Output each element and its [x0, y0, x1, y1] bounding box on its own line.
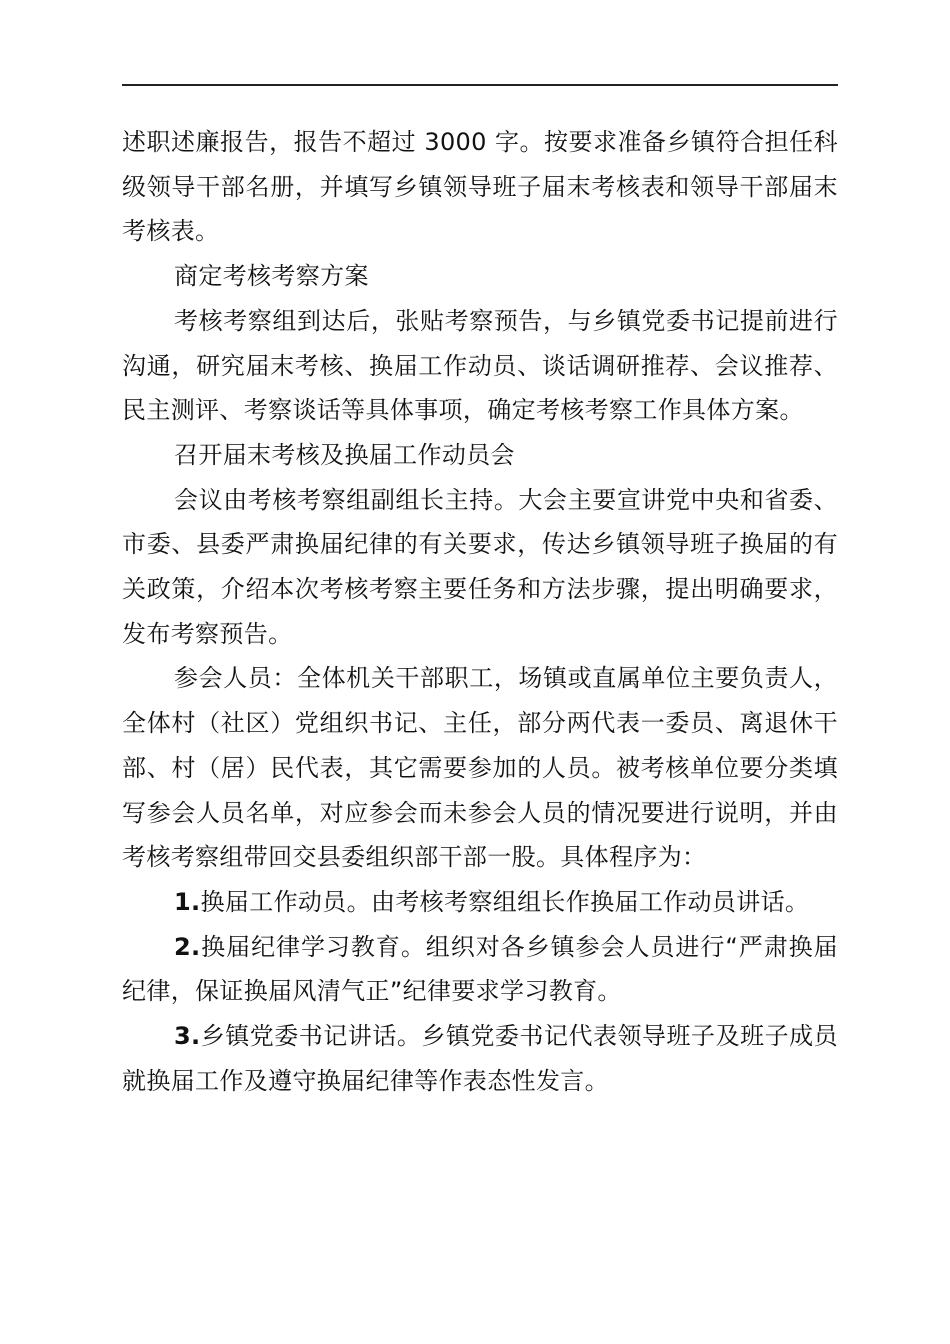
step-item-2 [122, 925, 838, 1014]
step-text: 换届纪律学习教育。组织对各乡镇参会人员进行“严肃换届纪律，保证换届风清气正”纪律要求学习教育。 [122, 932, 838, 1006]
step-item-3 [122, 1014, 838, 1103]
header-rule [122, 84, 838, 86]
step-item-1 [122, 880, 838, 925]
step-number: 1. [174, 887, 201, 916]
document-body [122, 120, 838, 1103]
paragraph-meeting-host: 会议由考核考察组副组长主持。大会主要宣讲党中央和省委、市委、县委严肃换届纪律的有关要求，传达乡镇领导班子换届的有关政策，介绍本次考核考察主要任务和方法步骤，提出明确要求，发布考察预告。 [122, 485, 838, 648]
heading-assessment-plan: 商定考核考察方案 [174, 262, 369, 291]
paragraph-assessment-plan: 考核考察组到达后，张贴考察预告，与乡镇党委书记提前进行沟通，研究届末考核、换届工作动员、谈话调研推荐、会议推荐、民主测评、考察谈话等具体事项，确定考核考察工作具体方案。 [122, 306, 838, 425]
step-number: 2. [174, 932, 201, 961]
step-text: 换届工作动员。由考核考察组组长作换届工作动员讲话。 [200, 887, 810, 916]
step-number: 3. [174, 1022, 201, 1051]
step-text: 乡镇党委书记讲话。乡镇党委书记代表领导班子及班子成员就换届工作及遵守换届纪律等作表态性发言。 [122, 1022, 838, 1095]
paragraph-duty-report: 述职述廉报告，报告不超过 3000 字。按要求准备乡镇符合担任科级领导干部名册，并填写乡镇领导班子届末考核表和领导干部届末考核表。 [122, 128, 838, 246]
heading-mobilization-meeting: 召开届末考核及换届工作动员会 [174, 440, 515, 469]
paragraph-attendees: 参会人员：全体机关干部职工，场镇或直属单位主要负责人，全体村（社区）党组织书记、主任，部分两代表一委员、离退休干部、村（居）民代表，其它需要参加的人员。被考核单位要分类填写参会人员名单，对应参会而未参会人员的情况要进行说明，并由考核考察组带回交县委组织部干部一股。具体程序为： [122, 664, 838, 872]
